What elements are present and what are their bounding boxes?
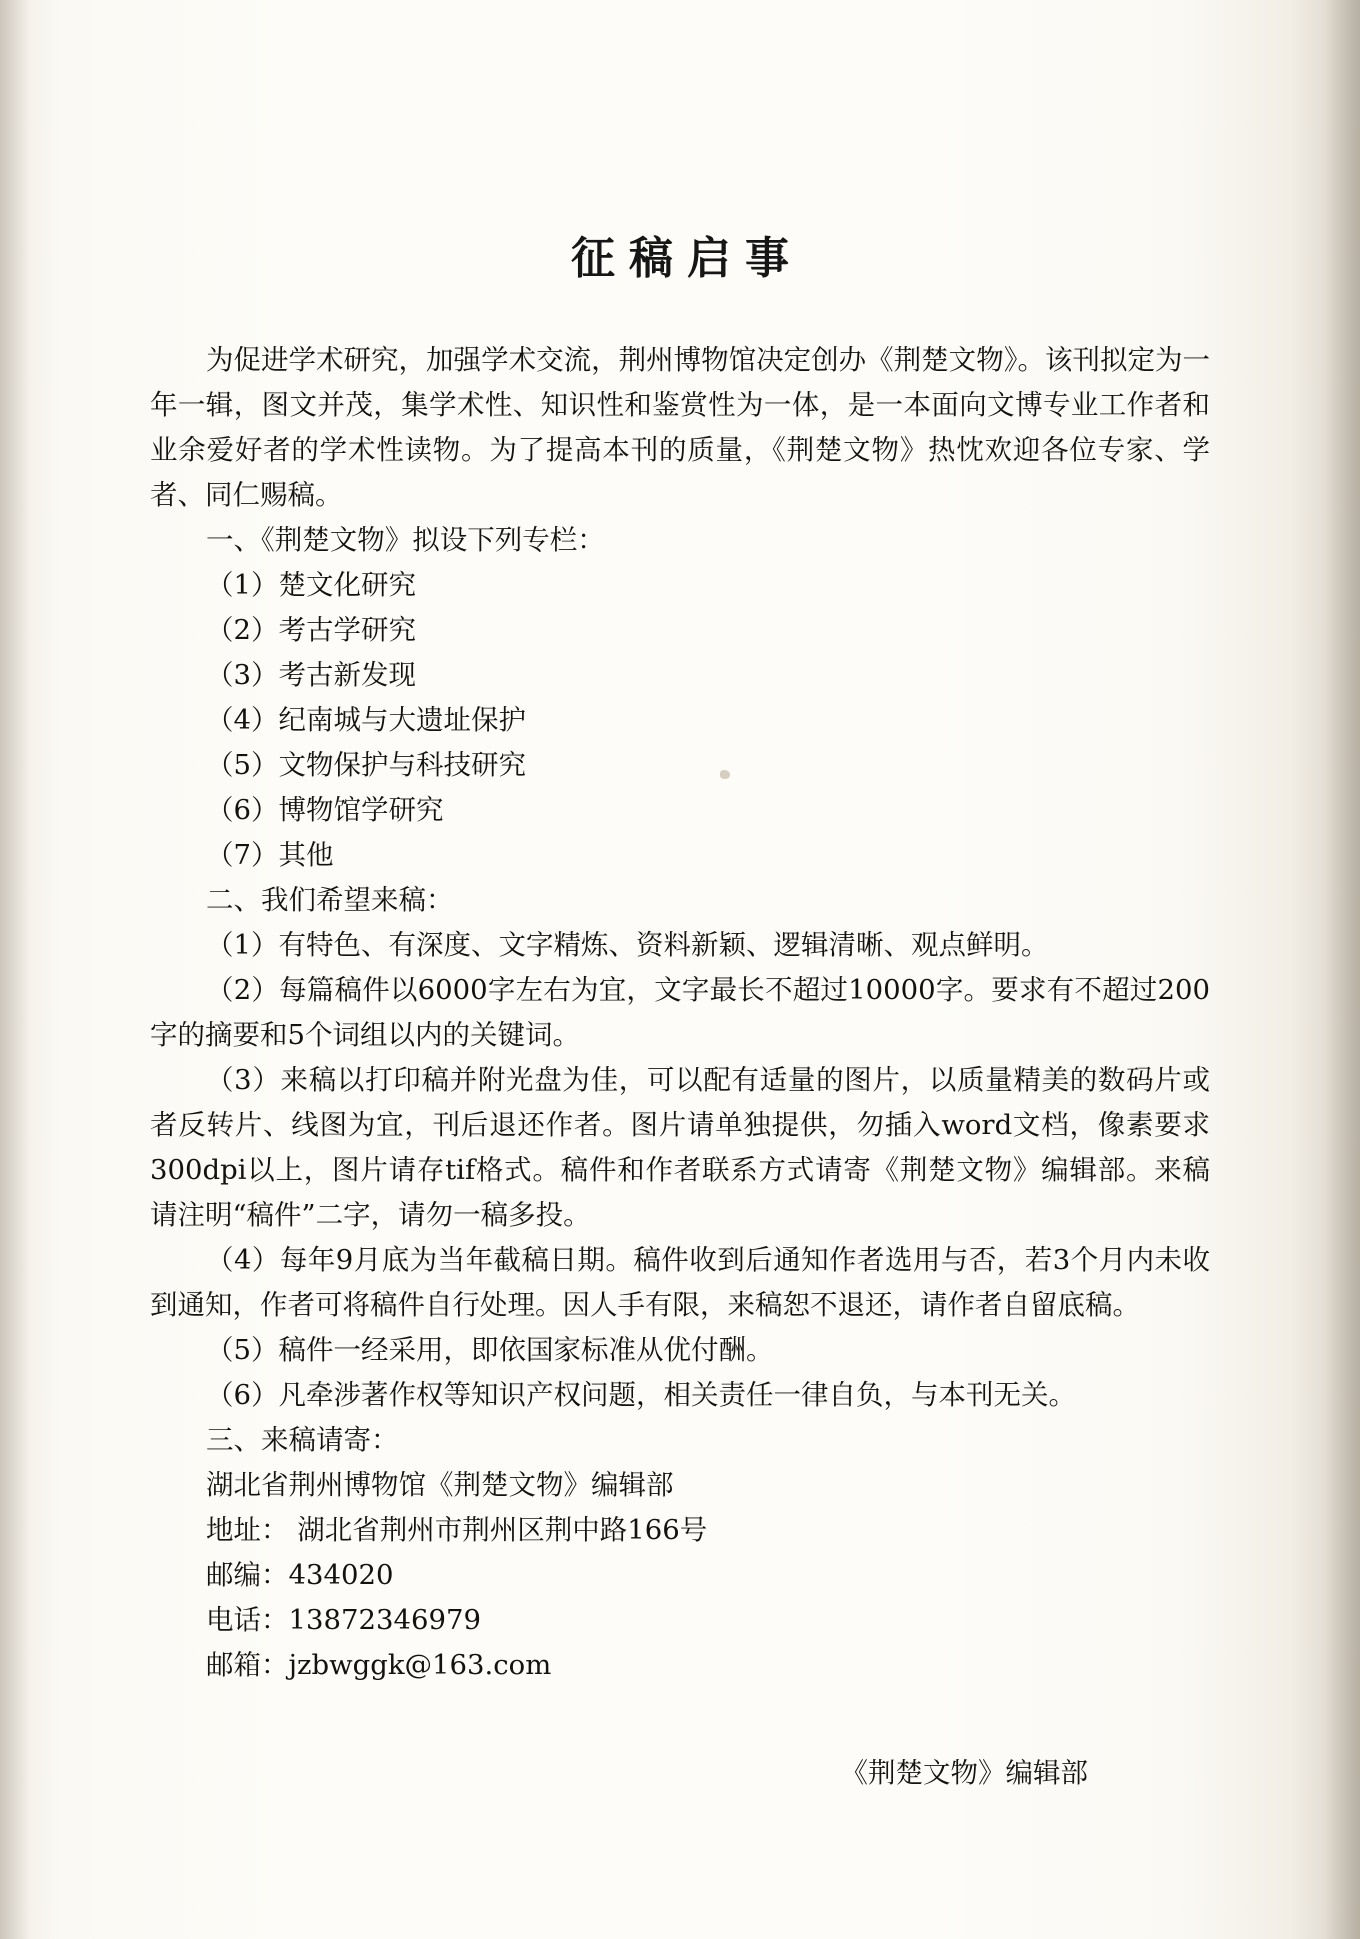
document-content bbox=[150, 0, 1210, 1939]
section-1-item: （2）考古学研究 bbox=[206, 614, 416, 646]
section-2-heading: 二、我们希望来稿： bbox=[206, 884, 454, 916]
page-right-edge-shadow bbox=[1324, 0, 1360, 1939]
contact-phone: 电话：13872346979 bbox=[206, 1604, 481, 1636]
page-title: 征稿启事 bbox=[571, 233, 803, 284]
section-1-item: （4）纪南城与大遗址保护 bbox=[206, 704, 526, 736]
contact-department: 湖北省荆州博物馆《荆楚文物》编辑部 bbox=[206, 1469, 674, 1501]
intro-paragraph: 为促进学术研究，加强学术交流，荆州博物馆决定创办《荆楚文物》。该刊拟定为一年一辑，图文并茂，集学术性、知识性和鉴赏性为一体，是一本面向文博专业工作者和业余爱好者的学术性读物。为了提高本刊的质量，《荆楚文物》热忱欢迎各位专家、学者、同仁赐稿。 bbox=[150, 344, 1210, 511]
contact-address: 地址： 湖北省荆州市荆州区荆中路166号 bbox=[206, 1514, 708, 1546]
section-2-item: （5）稿件一经采用，即依国家标准从优付酬。 bbox=[206, 1334, 774, 1366]
section-1-item: （3）考古新发现 bbox=[206, 659, 416, 691]
section-2-item: （1）有特色、有深度、文字精炼、资料新颖、逻辑清晰、观点鲜明。 bbox=[206, 929, 1049, 961]
signature-line: 《荆楚文物》编辑部 bbox=[840, 1757, 1088, 1789]
section-2-item: （6）凡牵涉著作权等知识产权问题，相关责任一律自负，与本刊无关。 bbox=[206, 1379, 1076, 1411]
contact-postcode: 邮编：434020 bbox=[206, 1559, 394, 1591]
section-1-heading: 一、《荆楚文物》拟设下列专栏： bbox=[206, 524, 605, 556]
section-1-item: （7）其他 bbox=[206, 839, 334, 871]
section-2-item: （4）每年9月底为当年截稿日期。稿件收到后通知作者选用与否，若3个月内未收到通知，作者可将稿件自行处理。因人手有限，来稿恕不退还，请作者自留底稿。 bbox=[150, 1244, 1210, 1321]
page-left-edge-shadow bbox=[0, 0, 30, 1939]
contact-email: 邮箱：jzbwggk@163.com bbox=[206, 1649, 552, 1681]
section-2-item: （3）来稿以打印稿并附光盘为佳，可以配有适量的图片，以质量精美的数码片或者反转片、线图为宜，刊后退还作者。图片请单独提供，勿插入word文档，像素要求300dpi以上，图片请存tif格式。稿件和作者联系方式请寄《荆楚文物》编辑部。来稿请注明“稿件”二字，请勿一稿多投。 bbox=[150, 1064, 1210, 1231]
document-body bbox=[150, 338, 1210, 1688]
section-1-item: （6）博物馆学研究 bbox=[206, 794, 444, 826]
section-1-item: （1）楚文化研究 bbox=[206, 569, 416, 601]
section-1-item: （5）文物保护与科技研究 bbox=[206, 749, 526, 781]
section-2-item: （2）每篇稿件以6000字左右为宜，文字最长不超过10000字。要求有不超过200字的摘要和5个词组以内的关键词。 bbox=[150, 974, 1210, 1051]
section-3-heading: 三、来稿请寄： bbox=[206, 1424, 399, 1456]
